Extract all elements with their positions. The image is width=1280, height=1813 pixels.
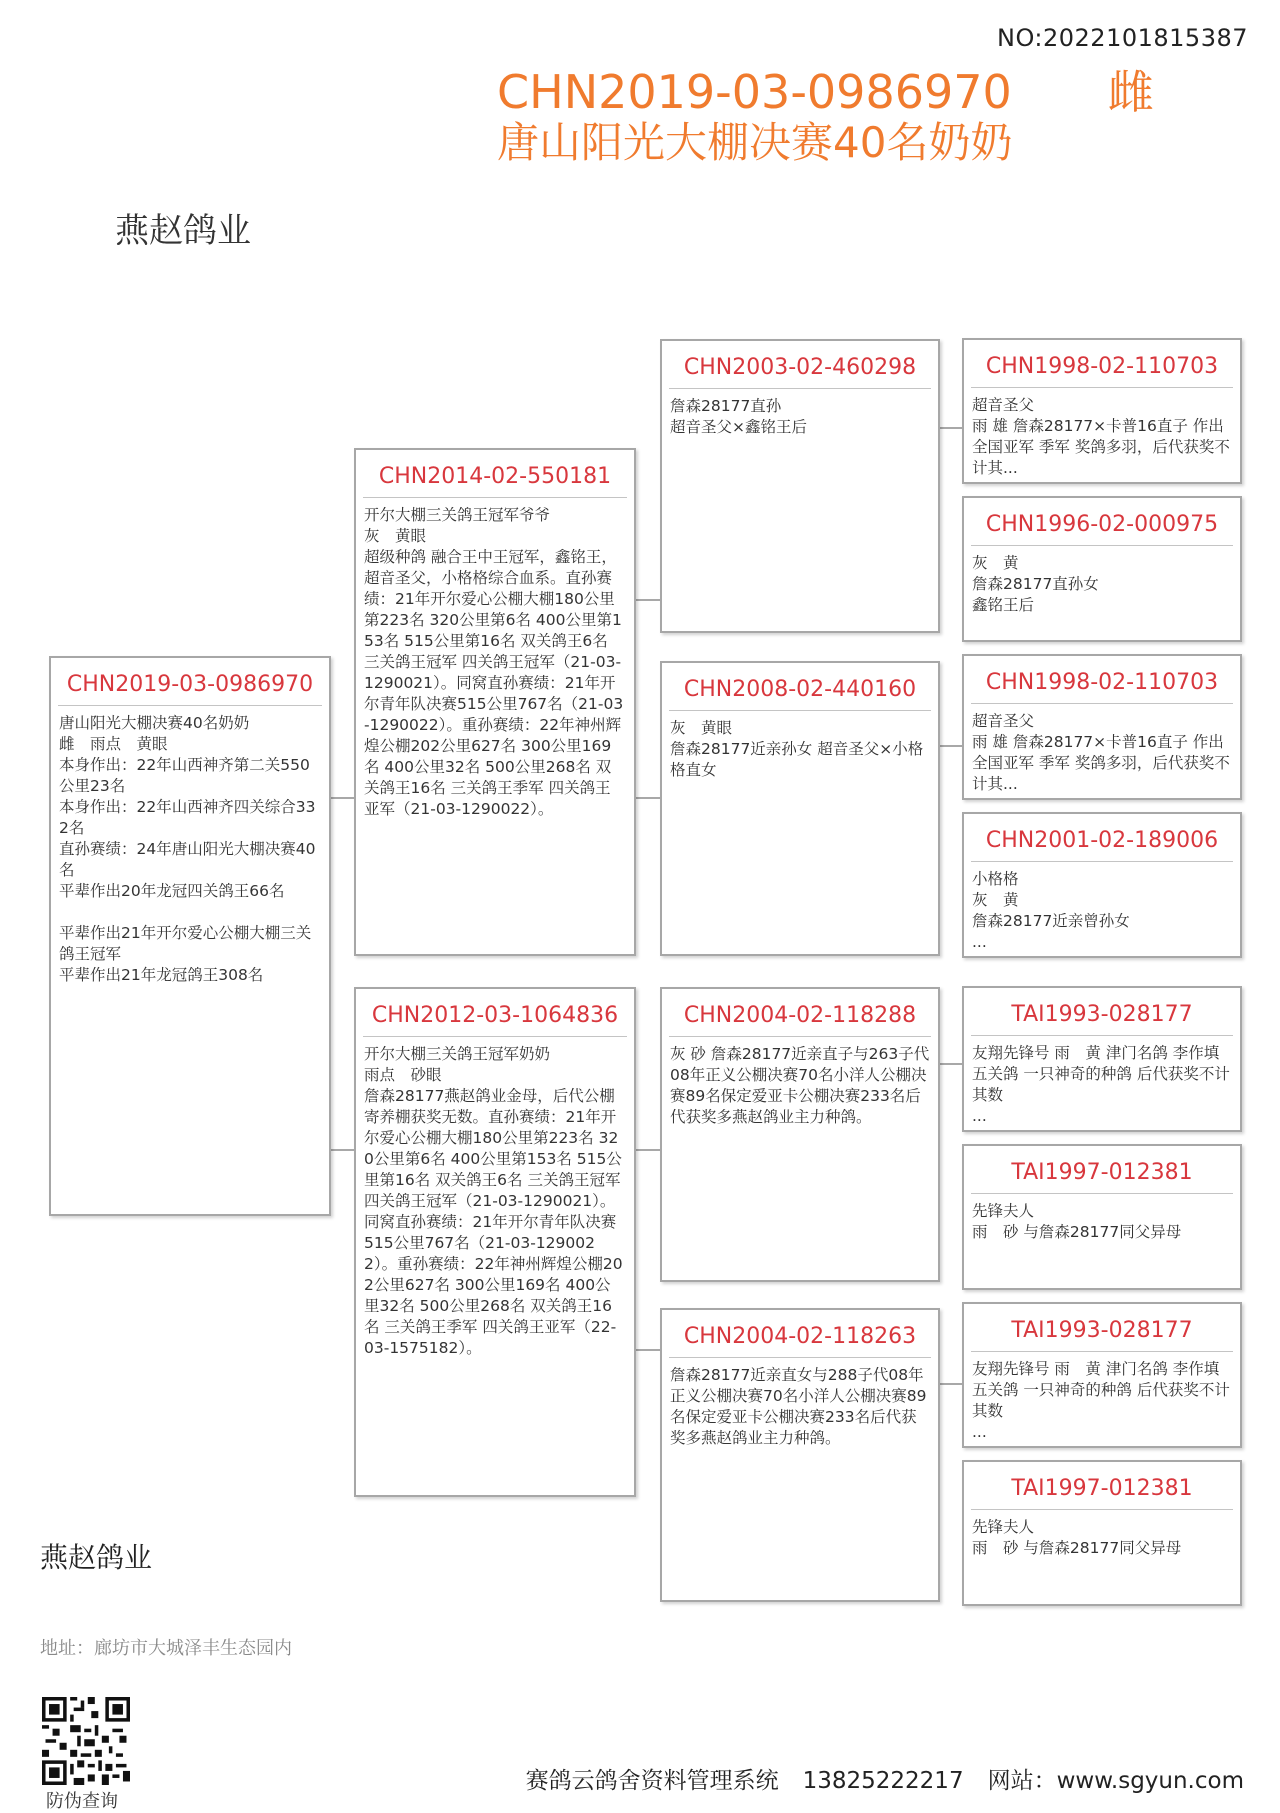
pedigree-card-sire-sire[interactable] <box>660 339 940 633</box>
card-description: 小格格 灰 黄 詹森28177近亲曾孙女 ... <box>972 870 1130 951</box>
pedigree-card-dam-sire[interactable] <box>660 987 940 1282</box>
card-description: 友翔先锋号 雨 黄 津门名鸽 李作填五关鸽 一只神奇的种鸽 后代获奖不计其数 ... <box>972 1360 1230 1441</box>
card-description: 灰 黄 詹森28177直孙女 鑫铭王后 <box>972 554 1099 614</box>
card-description: 詹森28177直孙 超音圣父×鑫铭王后 <box>670 397 807 436</box>
ring-number: CHN1996-02-000975 <box>985 512 1219 537</box>
pedigree-card-great-4[interactable] <box>962 812 1242 958</box>
address: 地址：廊坊市大城泽丰生态园内 <box>40 1638 292 1659</box>
footer-system-name: 赛鸽云鸽舍资料管理系统 <box>525 1768 779 1794</box>
pedigree-card-dam-dam[interactable] <box>660 1308 940 1602</box>
pedigree-card-subject[interactable] <box>49 656 331 1216</box>
ring-number: CHN2004-02-118288 <box>683 1003 917 1028</box>
certificate-number: NO:2022101815387 <box>996 24 1248 52</box>
pedigree-card-great-2[interactable] <box>962 496 1242 642</box>
ring-number: CHN2012-03-1064836 <box>371 1003 619 1028</box>
card-description: 超音圣父 雨 雄 詹森28177×卡普16直子 作出全国亚军 季军 奖鸽多羽，后代获奖不计其... <box>972 712 1230 793</box>
card-description: 超音圣父 雨 雄 詹森28177×卡普16直子 作出全国亚军 季军 奖鸽多羽，后代获奖不计其... <box>972 396 1230 477</box>
card-description: 詹森28177近亲直女与288子代08年正义公棚决赛70名小洋人公棚决赛89名保定爱亚卡公棚决赛233名后代获奖多燕赵鸽业主力种鸽。 <box>670 1366 927 1447</box>
card-description: 开尔大棚三关鸽王冠军爷爷 灰 黄眼 超级种鸽 融合王中王冠军，鑫铭王，超音圣父，小格格综合血系。直孙赛绩：21年开尔爱心公棚大棚180公里第223名 320公里第6名 400公里第153名 515公里第16名 双关鸽王6名 三关鸽王冠军 四关鸽王冠军（21-03-1290021）。同窝直孙赛绩：21年开尔青年队决赛515公里767名（21-03-1290022）。重孙赛绩：22年神州辉煌公棚202公里627名 300公里169名 400公里32名 500公里268名 双关鸽王16名 三关鸽王季军 四关鸽王亚军（21-03-1290022）。 <box>364 506 624 818</box>
pigeon-sex: 雌 <box>1107 65 1154 119</box>
pigeon-name: 唐山阳光大棚决赛40名奶奶 <box>497 118 1013 167</box>
loft-name-footer: 燕赵鸽业 <box>40 1541 153 1574</box>
card-description: 先锋夫人 雨 砂 与詹森28177同父异母 <box>972 1202 1182 1241</box>
loft-name: 燕赵鸽业 <box>115 211 251 251</box>
card-description: 唐山阳光大棚决赛40名奶奶 雌 雨点 黄眼 本身作出：22年山西神齐第二关550公里23名 本身作出：22年山西神齐四关综合332名 直孙赛绩：24年唐山阳光大棚决赛40名 平辈作出20年龙冠四关鸽王66名 平辈作出21年开尔爱心公棚大棚三关鸽王冠军 平辈作出21年龙冠鸽王308名 <box>59 714 316 984</box>
pedigree-card-sire[interactable] <box>354 448 636 956</box>
qr-code-icon[interactable] <box>42 1697 130 1785</box>
pedigree-card-great-8[interactable] <box>962 1460 1242 1606</box>
card-description: 友翔先锋号 雨 黄 津门名鸽 李作填五关鸽 一只神奇的种鸽 后代获奖不计其数 ... <box>972 1044 1230 1125</box>
pedigree-card-dam[interactable] <box>354 987 636 1497</box>
pedigree-card-great-5[interactable] <box>962 986 1242 1132</box>
ring-number: TAI1993-028177 <box>1011 1002 1193 1027</box>
footer-bar <box>526 1762 1244 1795</box>
ring-number: TAI1997-012381 <box>1011 1160 1193 1185</box>
pedigree-card-sire-dam[interactable] <box>660 661 940 956</box>
ring-number: CHN1998-02-110703 <box>985 354 1219 379</box>
card-description: 开尔大棚三关鸽王冠军奶奶 雨点 砂眼 詹森28177燕赵鸽业金母，后代公棚寄养棚获奖无数。直孙赛绩：21年开尔爱心公棚大棚180公里第223名 320公里第6名 400公里第153名 515公里第16名 双关鸽王6名 三关鸽王冠军 四关鸽王冠军（21-03-1290021）。同窝直孙赛绩：21年开尔青年队决赛515公里767名（21-03-1290022）。重孙赛绩：22年神州辉煌公棚202公里627名 300公里169名 400公里32名 500公里268名 双关鸽王16名 三关鸽王季军 四关鸽王亚军（22-03-1575182）。 <box>364 1045 623 1357</box>
ring-number: CHN2003-02-460298 <box>683 355 917 380</box>
ring-number: TAI1997-012381 <box>1011 1476 1193 1501</box>
card-description: 灰 黄眼 詹森28177近亲孙女 超音圣父×小格格直女 <box>670 719 924 779</box>
ring-number: CHN2001-02-189006 <box>985 828 1219 853</box>
pedigree-card-great-6[interactable] <box>962 1144 1242 1290</box>
ring-number: CHN2008-02-440160 <box>683 677 917 702</box>
pigeon-ring-number: CHN2019-03-0986970 <box>497 65 1012 119</box>
ring-number: CHN2014-02-550181 <box>378 464 612 489</box>
footer-phone: 13825222217 <box>802 1768 964 1794</box>
pedigree-card-great-1[interactable] <box>962 338 1242 484</box>
ring-number: CHN2019-03-0986970 <box>66 672 314 697</box>
ring-number: TAI1993-028177 <box>1011 1318 1193 1343</box>
anti-counterfeit-label: 防伪查询 <box>46 1791 118 1812</box>
ring-number: CHN2004-02-118263 <box>683 1324 917 1349</box>
pedigree-card-great-3[interactable] <box>962 654 1242 800</box>
card-description: 灰 砂 詹森28177近亲直子与263子代08年正义公棚决赛70名小洋人公棚决赛89名保定爱亚卡公棚决赛233名后代获奖多燕赵鸽业主力种鸽。 <box>670 1045 930 1126</box>
card-description: 先锋夫人 雨 砂 与詹森28177同父异母 <box>972 1518 1182 1557</box>
ring-number: CHN1998-02-110703 <box>985 670 1219 695</box>
pedigree-card-great-7[interactable] <box>962 1302 1242 1448</box>
footer-website[interactable]: 网站：www.sgyun.com <box>987 1768 1244 1794</box>
